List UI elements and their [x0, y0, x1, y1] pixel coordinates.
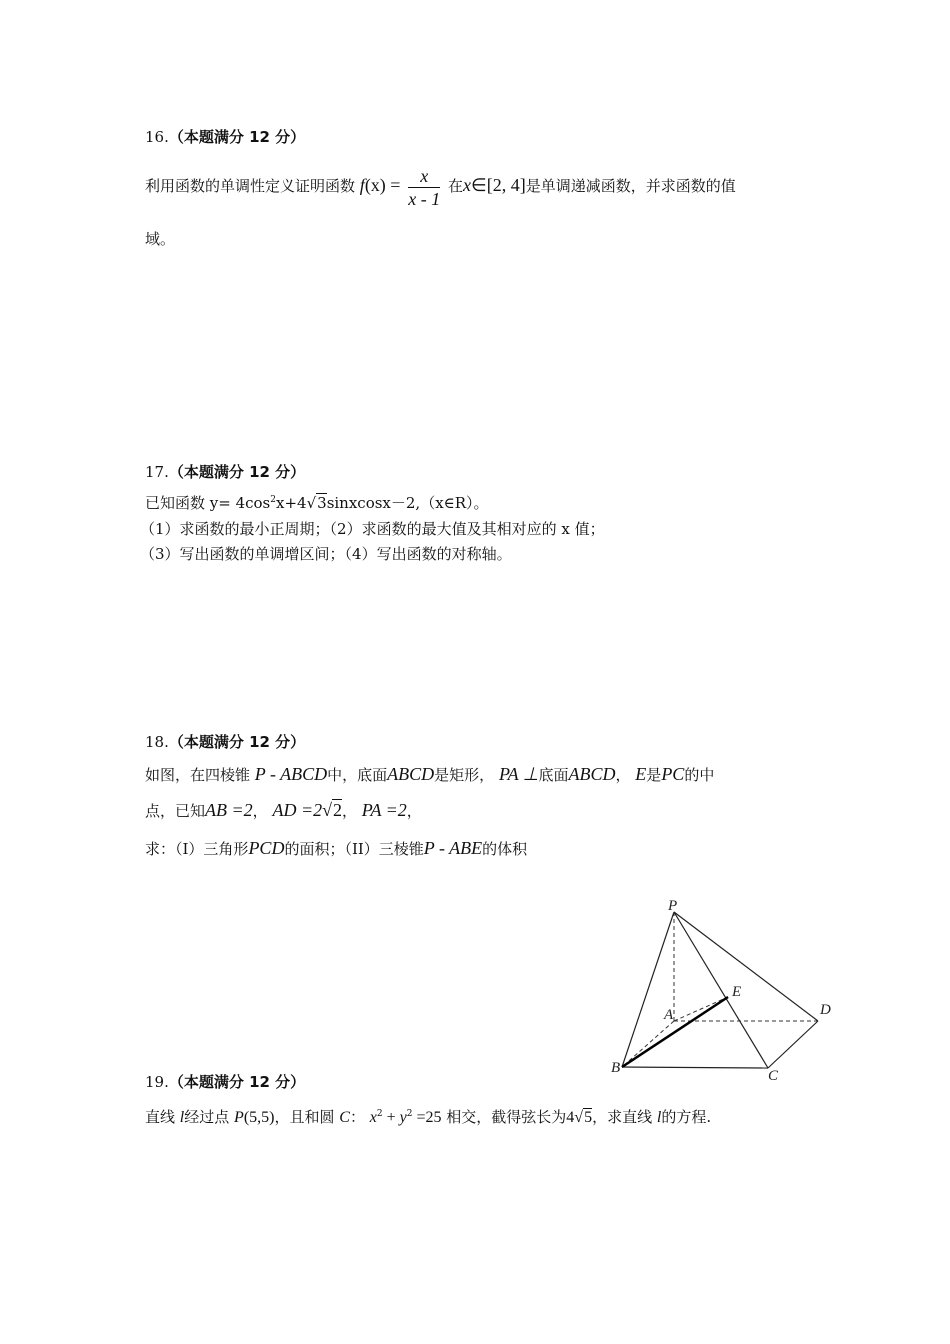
q16-fraction: $\frac{x}{x - 1}$ [408, 165, 441, 209]
q19-heading: 19.（本题满分 12 分） [145, 1073, 306, 1091]
edge-cd [768, 1021, 818, 1068]
q16-heading: 16.（本题满分 12 分） [145, 128, 306, 146]
q16-statement-cont: 域。 [145, 230, 176, 248]
q17-line2: （1）求函数的最小正周期；（2）求函数的最大值及其相对应的 x 值； [140, 520, 605, 538]
q19-statement: 直线 l经过点 P(5,5)，且和圆 C： $x^2 + y^2 =25$ 相交，截得弦长为4√5，求直线 l的方程. [145, 1108, 712, 1126]
edge-pc [674, 912, 768, 1068]
q18-heading: 18.（本题满分 12 分） [145, 733, 306, 751]
label-e: E [732, 984, 742, 1000]
label-p: P [668, 898, 678, 914]
q17-heading: 17.（本题满分 12 分） [145, 463, 306, 481]
q18-line1: 如图，在四棱锥 P - ABCD中，底面ABCD是矩形， PA ⊥底面ABCD， E是PC的中 [145, 764, 715, 784]
q16-statement: 利用函数的单调性定义证明函数 f(x) = $\frac{x}{x - 1}$ 在x∈[2, 4]是单调递减函数，并求函数的值 [145, 165, 736, 209]
segment-be [622, 997, 728, 1067]
label-b: B [611, 1060, 621, 1076]
label-c: C [768, 1068, 779, 1084]
q17-line1: 已知函数 $y= 4\cos^2x+4√3sinxcosx-2,(x\in R)$。 [145, 494, 489, 512]
edge-ae [674, 997, 728, 1021]
label-d: D [820, 1002, 831, 1018]
edge-pd [674, 912, 818, 1021]
pyramid-figure [608, 890, 838, 1085]
q18-line2: 点，已知AB =2， AD =2√2， PA =2， [145, 800, 422, 820]
edge-bc [622, 1067, 768, 1068]
label-a: A [664, 1007, 674, 1023]
q17-line3: （3）写出函数的单调增区间；（4）写出函数的对称轴。 [140, 545, 512, 563]
edge-pb [622, 912, 674, 1067]
q18-line3: 求：（Ⅰ）三角形PCD的面积；（II）三棱锥P - ABE的体积 [145, 838, 528, 858]
